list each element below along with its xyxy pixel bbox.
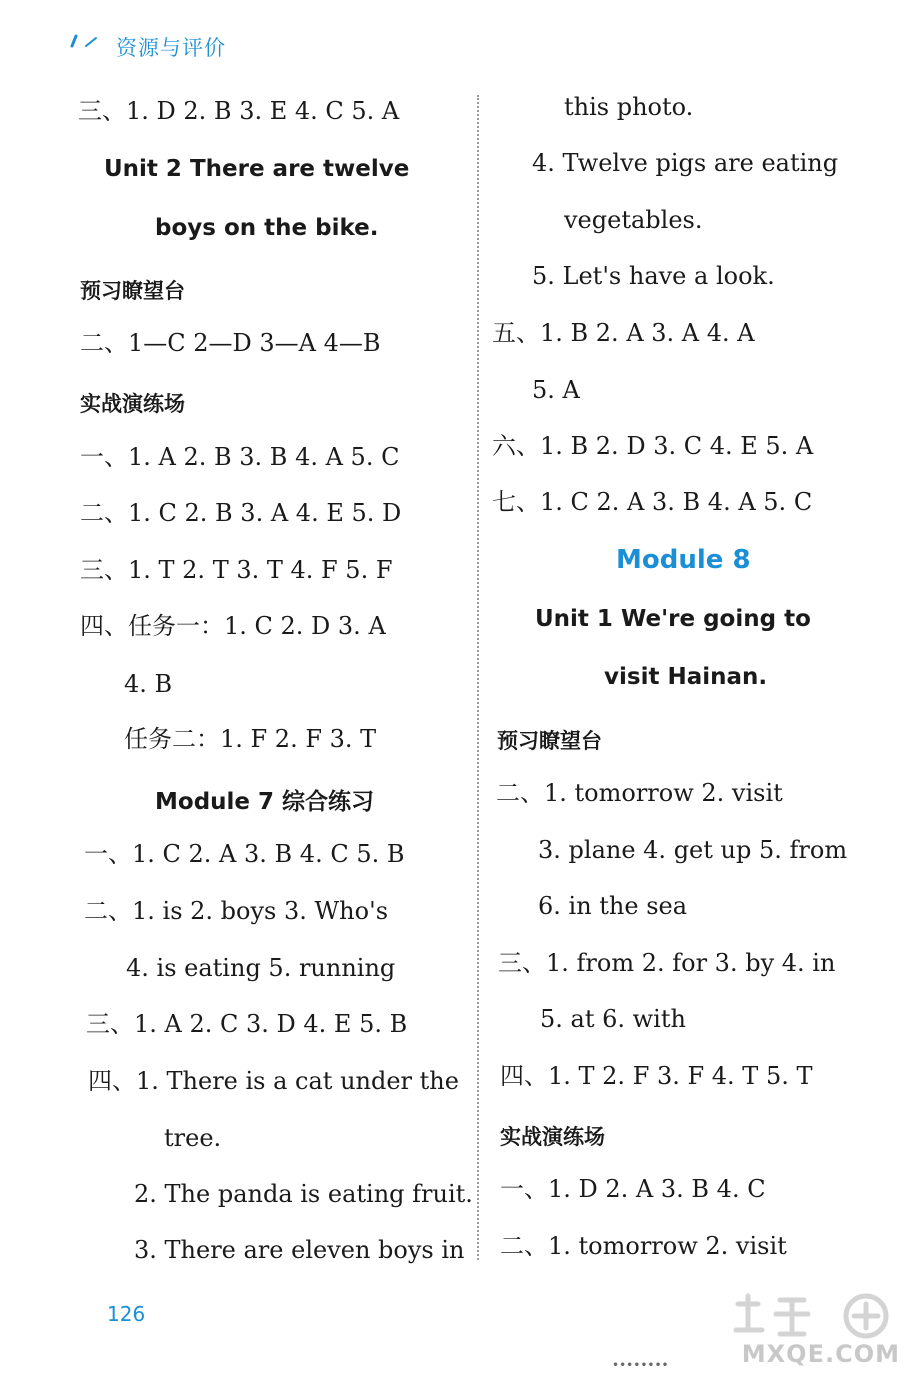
unit-heading: Unit 2 There are twelve <box>104 156 410 182</box>
module-title: Module 8 <box>616 545 751 575</box>
answer-line: 二、1. tomorrow 2. visit <box>500 1232 787 1260</box>
answer-line: 4. B <box>124 670 173 698</box>
answer-line: 一、1. A 2. B 3. B 4. A 5. C <box>80 443 400 471</box>
answer-line: 3. There are eleven boys in <box>134 1236 465 1264</box>
answer-line: 四、1. T 2. F 3. F 4. T 5. T <box>500 1062 813 1090</box>
header-title: 资源与评价 <box>116 36 226 60</box>
answer-line: 二、1. tomorrow 2. visit <box>496 779 783 807</box>
page-number: 126 <box>107 1302 146 1326</box>
section-title: 预习瞭望台 <box>80 279 185 303</box>
module-review-heading: Module 7 综合练习 <box>155 789 375 815</box>
answer-line: 一、1. C 2. A 3. B 4. C 5. B <box>84 840 405 868</box>
watermark-text: MXQE.COM <box>741 1340 900 1368</box>
answer-line: 一、1. D 2. A 3. B 4. C <box>500 1175 766 1203</box>
unit-heading: visit Hainan. <box>604 664 768 690</box>
answer-line: 五、1. B 2. A 3. A 4. A <box>492 319 755 347</box>
answer-line: 5. A <box>532 376 580 404</box>
section-title: 实战演练场 <box>80 392 185 416</box>
answer-line: 2. The panda is eating fruit. <box>134 1180 473 1208</box>
answer-line: 四、1. There is a cat under the <box>88 1067 459 1095</box>
answer-line: 四、任务一：1. C 2. D 3. A <box>80 612 386 640</box>
answer-line: 七、1. C 2. A 3. B 4. A 5. C <box>492 488 813 516</box>
answer-line: 5. at 6. with <box>540 1005 686 1033</box>
section-title: 预习瞭望台 <box>497 729 602 753</box>
answer-line: 3. plane 4. get up 5. from <box>538 836 848 864</box>
answer-line: 三、1. T 2. T 3. T 4. F 5. F <box>80 556 393 584</box>
column-divider <box>477 95 479 1260</box>
page-header <box>72 32 226 62</box>
header-decoration-icon <box>70 34 100 48</box>
section-title: 实战演练场 <box>500 1125 605 1149</box>
unit-heading: Unit 1 We're going to <box>535 606 811 632</box>
answer-line: 4. Twelve pigs are eating <box>532 149 839 177</box>
answer-line: 三、1. A 2. C 3. D 4. E 5. B <box>86 1010 408 1038</box>
answer-line: tree. <box>164 1124 222 1152</box>
answer-line: 5. Let's have a look. <box>532 262 775 290</box>
answer-line: vegetables. <box>564 206 703 234</box>
answer-line: 任务二：1. F 2. F 3. T <box>124 725 377 753</box>
answer-line: 二、1—C 2—D 3—A 4—B <box>80 329 381 357</box>
answer-line: 三、1. from 2. for 3. by 4. in <box>498 949 836 977</box>
answer-line: 三、1. D 2. B 3. E 4. C 5. A <box>78 97 400 125</box>
answer-line: 4. is eating 5. running <box>126 954 396 982</box>
answer-line: 二、1. is 2. boys 3. Who's <box>84 897 389 925</box>
answer-line: 二、1. C 2. B 3. A 4. E 5. D <box>80 499 402 527</box>
footer-dots: •••••••• <box>612 1358 669 1372</box>
unit-heading: boys on the bike. <box>155 215 379 241</box>
answer-line: this photo. <box>564 93 694 121</box>
answer-line: 6. in the sea <box>538 892 688 920</box>
answer-line: 六、1. B 2. D 3. C 4. E 5. A <box>492 432 814 460</box>
